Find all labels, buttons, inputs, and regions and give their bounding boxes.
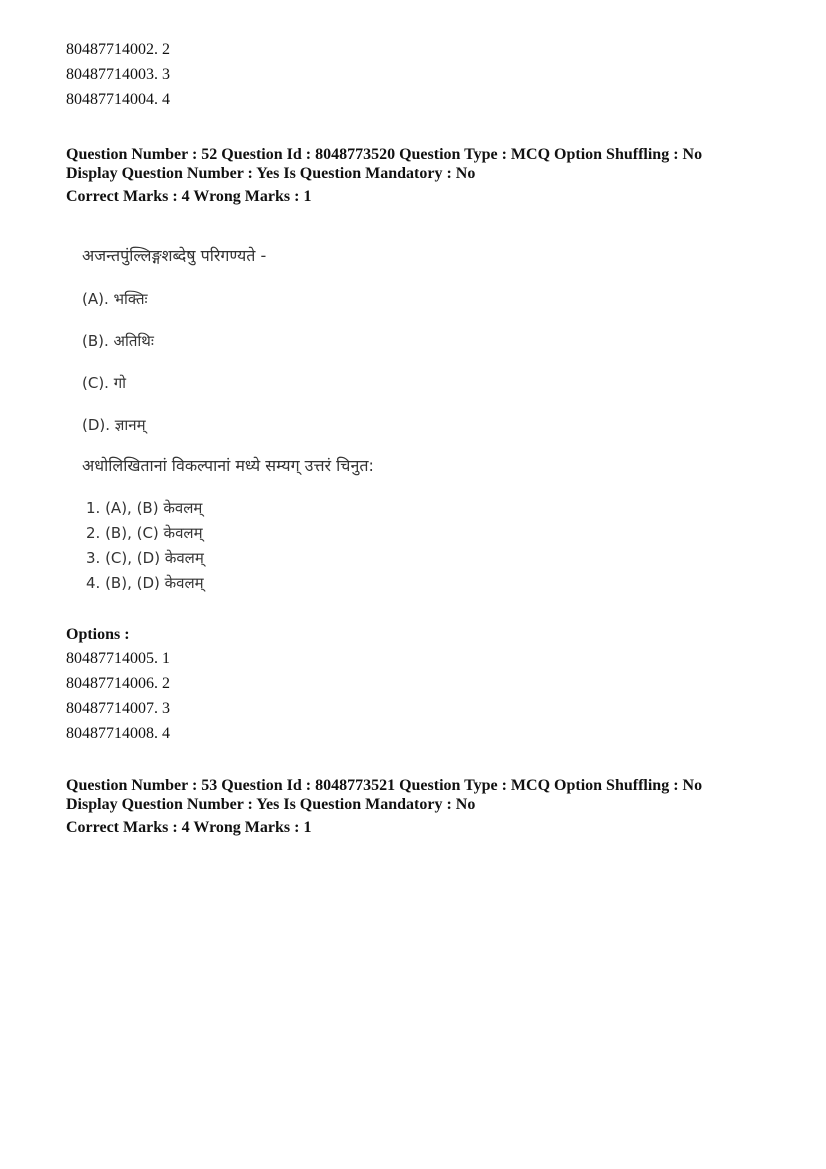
question-item: (D). ज्ञानम्	[82, 416, 146, 434]
option-line: 80487714007. 3	[66, 700, 170, 717]
option-line: 80487714002. 2	[66, 41, 170, 58]
option-line: 80487714004. 4	[66, 91, 170, 108]
options-label: Options :	[66, 626, 130, 643]
option-line: 80487714003. 3	[66, 66, 170, 83]
question-stem: अजन्तपुंल्लिङ्गशब्देषु परिगण्यते -	[82, 246, 267, 265]
option-line: 80487714008. 4	[66, 725, 170, 742]
question-meta-line: Question Number : 53 Question Id : 8048773521 Question Type : MCQ Option Shuffling : No	[66, 777, 703, 794]
question-instruction: अधोलिखितानां विकल्पानां मध्ये सम्यग् उत्तरं चिनुत:	[82, 456, 374, 475]
question-meta-line: Display Question Number : Yes Is Question Mandatory : No	[66, 165, 476, 182]
question-item: (A). भक्तिः	[82, 290, 148, 308]
question-marks: Correct Marks : 4 Wrong Marks : 1	[66, 188, 312, 205]
answer-choice: 3. (C), (D) केवलम्	[86, 549, 204, 567]
question-marks: Correct Marks : 4 Wrong Marks : 1	[66, 819, 312, 836]
answer-choice: 4. (B), (D) केवलम्	[86, 574, 204, 592]
question-item: (C). गो	[82, 374, 127, 392]
question-item: (B). अतिथिः	[82, 332, 154, 350]
option-line: 80487714006. 2	[66, 675, 170, 692]
question-meta-line: Display Question Number : Yes Is Question Mandatory : No	[66, 796, 476, 813]
answer-choice: 1. (A), (B) केवलम्	[86, 499, 203, 517]
question-meta-line: Question Number : 52 Question Id : 8048773520 Question Type : MCQ Option Shuffling : No	[66, 146, 703, 163]
option-line: 80487714005. 1	[66, 650, 170, 667]
answer-choice: 2. (B), (C) केवलम्	[86, 524, 203, 542]
